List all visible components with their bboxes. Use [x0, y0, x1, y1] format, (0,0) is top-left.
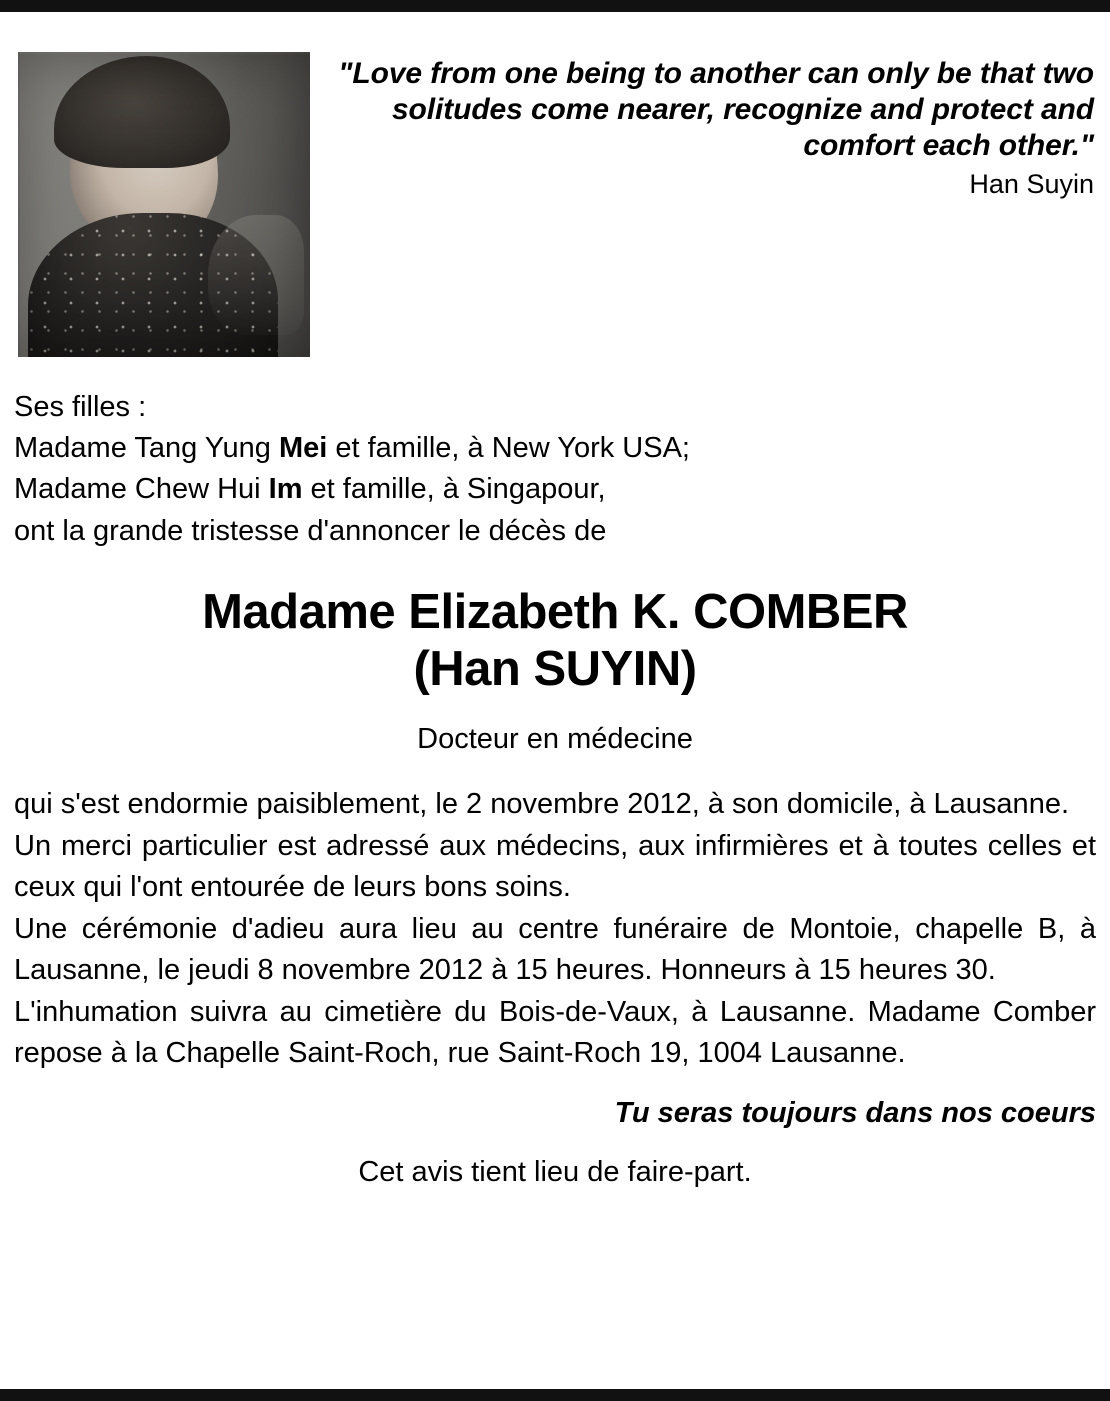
bottom-rule: [0, 1389, 1110, 1401]
portrait-vignette: [18, 52, 310, 357]
notice-paragraph: Une cérémonie d'adieu aura lieu au centre funéraire de Montoie, chapelle B, à Lausanne, le jeudi 8 novembre 2012 à 15 heures. Honneurs à 15 heures 30.: [14, 912, 1096, 987]
family-daughter-2: [14, 469, 1096, 510]
family-intro: Ses filles :: [14, 391, 147, 423]
notice-paragraph: Un merci particulier est adressé aux médecins, aux infirmières et à toutes celles et ceux qui l'ont entourée de leurs bons soins.: [14, 829, 1096, 904]
top-rule: [0, 0, 1110, 12]
daughter-1-name: Mei: [278, 432, 328, 465]
deceased-name-line-1: Madame Elizabeth K. COMBER: [202, 584, 908, 639]
notice-paragraph: L'inhumation suivra au cimetière du Bois-de-Vaux, à Lausanne. Madame Comber repose à la Chapelle Saint-Roch, rue Saint-Roch 19, 1004 Lausanne.: [14, 995, 1096, 1070]
notice-paragraph: qui s'est endormie paisiblement, le 2 novembre 2012, à son domicile, à Lausanne.: [14, 788, 1070, 821]
daughter-1-suffix: et famille, à New York USA;: [327, 432, 690, 465]
deceased-name-block: [14, 584, 1096, 698]
notice-content: [0, 12, 1110, 1389]
deceased-title: Docteur en médecine: [417, 723, 693, 756]
daughter-2-name: Im: [268, 473, 303, 506]
quote-text: "Love from one being to another can only be that two solitudes come nearer, recognize and protect and comfort each other.": [338, 57, 1094, 162]
daughter-1-prefix: Madame Tang Yung: [14, 432, 279, 465]
footer-note: Cet avis tient lieu de faire-part.: [358, 1155, 752, 1188]
closing-line: Tu seras toujours dans nos coeurs: [614, 1096, 1096, 1129]
family-block: [14, 387, 1096, 552]
quote-block: [314, 52, 1096, 202]
family-announcement: ont la grande tristesse d'annoncer le décès de: [14, 514, 607, 547]
family-daughter-1: [14, 428, 1096, 469]
quote-author: Han Suyin: [969, 169, 1094, 199]
header-row: [14, 12, 1096, 357]
deceased-name-line-2: (Han SUYIN): [413, 641, 697, 696]
daughter-2-suffix: et famille, à Singapour,: [302, 473, 606, 506]
notice-body: [14, 784, 1096, 1074]
daughter-2-prefix: Madame Chew Hui: [14, 473, 269, 506]
portrait-photo: [18, 52, 310, 357]
portrait-container: [14, 52, 314, 357]
